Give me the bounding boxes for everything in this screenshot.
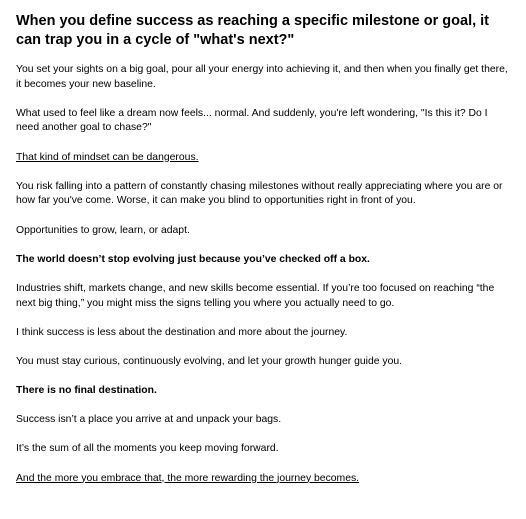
paragraph-9: You must stay curious, continuously evolving, and let your growth hunger guide you. [16,355,403,367]
paragraph-11: Success isn’t a place you arrive at and unpack your bags. [16,414,282,426]
paragraph-13: And the more you embrace that, the more rewarding the journey becomes. [16,472,360,484]
paragraph-10: There is no final destination. [16,385,157,397]
paragraph-2: What used to feel like a dream now feels... normal. And suddenly, you're left wondering, "Is this it? Do I need another goal to chase?" [16,107,488,134]
paragraph-5: Opportunities to grow, learn, or adapt. [16,224,190,236]
paragraph-7: Industries shift, markets change, and new skills become essential. If you’re too focused on reaching “the next big thing,” you might miss the signs telling you where you actually need to go. [16,282,495,309]
paragraph-1: You set your sights on a big goal, pour all your energy into achieving it, and then when you finally get there, it becomes your new baseline. [16,64,508,90]
paragraph-4: You risk falling into a pattern of constantly chasing milestones without really appreciating where you are or how far you've come. Worse, it can make you blind to opportunities right in front of you. [16,180,503,207]
paragraph-12: It’s the sum of all the moments you keep moving forward. [16,443,279,455]
paragraph-3: That kind of mindset can be dangerous. [16,151,199,163]
paragraph-8: I think success is less about the destination and more about the journey. [16,326,348,338]
paragraph-6: The world doesn’t stop evolving just because you’ve checked off a box. [16,253,370,265]
document-title: When you define success as reaching a specific milestone or goal, it can trap you in a cycle of "what's next?" [16,13,490,48]
